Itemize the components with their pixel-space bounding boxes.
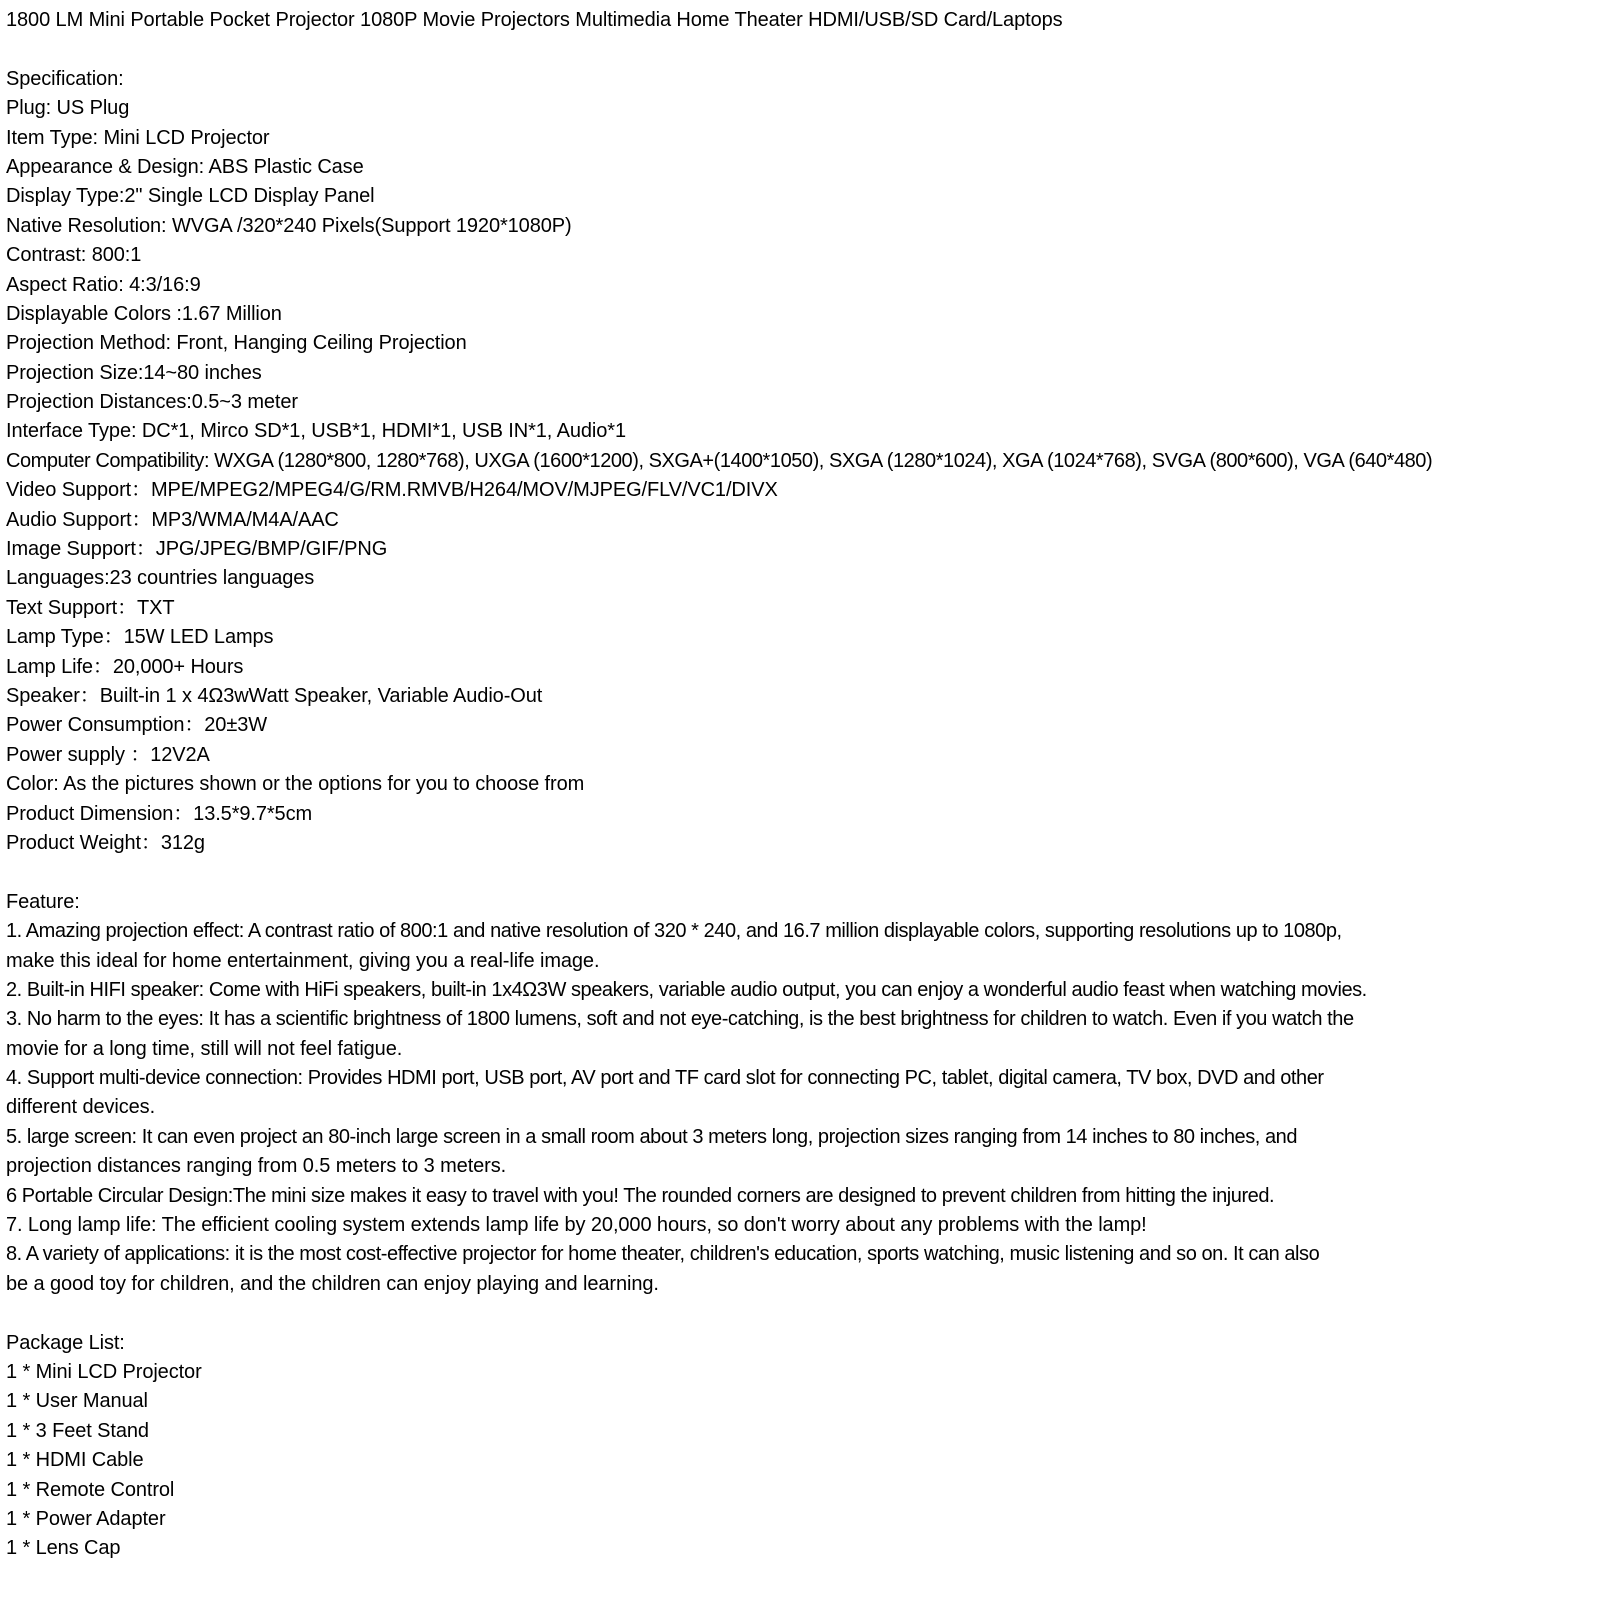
feature-line: projection distances ranging from 0.5 meters to 3 meters. xyxy=(6,1155,507,1178)
spec-item: Contrast: 800:1 xyxy=(6,244,142,267)
spec-item: Appearance & Design: ABS Plastic Case xyxy=(6,155,364,178)
spec-item: Projection Method: Front, Hanging Ceiling Projection xyxy=(6,332,467,355)
package-item: 1 * Mini LCD Projector xyxy=(6,1360,202,1383)
spec-item: Display Type:2" Single LCD Display Panel xyxy=(6,185,375,208)
spec-item: Speaker：Built-in 1 x 4Ω3wWatt Speaker, Variable Audio-Out xyxy=(6,684,543,707)
spec-item: Plug: US Plug xyxy=(6,97,130,120)
spec-item: Product Weight：312g xyxy=(6,831,205,854)
product-title: 1800 LM Mini Portable Pocket Projector 1080P Movie Projectors Multimedia Home Theater HDMI/USB/SD Card/Laptops xyxy=(6,9,1063,31)
spec-item: Displayable Colors :1.67 Million xyxy=(6,302,282,325)
spec-item: Projection Distances:0.5~3 meter xyxy=(6,391,298,414)
spec-item: Product Dimension：13.5*9.7*5cm xyxy=(6,802,313,825)
specification-heading: Specification: xyxy=(6,67,124,90)
feature-line: 1. Amazing projection effect: A contrast ratio of 800:1 and native resolution of 320 * 240, and 16.7 million displayable colors, supporting resolutions up to 1080p, xyxy=(6,920,1342,943)
feature-line: make this ideal for home entertainment, giving you a real-life image. xyxy=(6,949,600,972)
spec-item: Text Support：TXT xyxy=(6,596,175,619)
spec-item: Video Support：MPE/MPEG2/MPEG4/G/RM.RMVB/H264/MOV/MJPEG/FLV/VC1/DIVX xyxy=(6,479,778,502)
spec-item: Lamp Type：15W LED Lamps xyxy=(6,626,274,649)
spec-item: Image Support：JPG/JPEG/BMP/GIF/PNG xyxy=(6,538,388,561)
feature-line: 4. Support multi-device connection: Provides HDMI port, USB port, AV port and TF card slot for connecting PC, tablet, digital camera, TV box, DVD and other xyxy=(6,1067,1324,1090)
package-item: 1 * Remote Control xyxy=(6,1478,175,1501)
package-item: 1 * Power Adapter xyxy=(6,1507,166,1530)
package-item: 1 * Lens Cap xyxy=(6,1537,121,1560)
spec-item: Native Resolution: WVGA /320*240 Pixels(Support 1920*1080P) xyxy=(6,214,572,237)
package-item: 1 * User Manual xyxy=(6,1390,148,1413)
spec-item: Projection Size:14~80 inches xyxy=(6,361,262,384)
spacer xyxy=(6,35,1596,64)
spacer xyxy=(6,858,1596,887)
feature-line: 7. Long lamp life: The efficient cooling system extends lamp life by 20,000 hours, so don't worry about any problems with the lamp! xyxy=(6,1214,1147,1237)
spacer xyxy=(6,1299,1596,1328)
spec-item: Lamp Life：20,000+ Hours xyxy=(6,655,244,678)
feature-line: 8. A variety of applications: it is the most cost-effective projector for home theater, children's education, sports watching, music listening and so on. It can also xyxy=(6,1243,1320,1266)
spec-item: Languages:23 countries languages xyxy=(6,567,315,590)
package-item: 1 * 3 Feet Stand xyxy=(6,1419,149,1442)
feature-line: 6 Portable Circular Design:The mini size makes it easy to travel with you! The rounded corners are designed to prevent children from hitting the injured. xyxy=(6,1184,1275,1207)
package-section xyxy=(6,1329,1596,1564)
spec-item: Item Type: Mini LCD Projector xyxy=(6,126,270,149)
package-item: 1 * HDMI Cable xyxy=(6,1449,144,1472)
feature-line: 5. large screen: It can even project an 80-inch large screen in a small room about 3 meters long, projection sizes ranging from 14 inches to 80 inches, and xyxy=(6,1125,1297,1148)
spec-item: Interface Type: DC*1, Mirco SD*1, USB*1, HDMI*1, USB IN*1, Audio*1 xyxy=(6,420,626,443)
feature-heading: Feature: xyxy=(6,890,80,913)
feature-section xyxy=(6,888,1596,1299)
specification-section xyxy=(6,65,1596,859)
feature-line: be a good toy for children, and the children can enjoy playing and learning. xyxy=(6,1272,659,1295)
spec-item: Aspect Ratio: 4:3/16:9 xyxy=(6,273,201,296)
spec-item: Computer Compatibility: WXGA (1280*800, 1280*768), UXGA (1600*1200), SXGA+(1400*1050), SXGA (1280*1024), XGA (1024*768), SVGA (800*600), VGA (640*480) xyxy=(6,449,1433,472)
feature-line: different devices. xyxy=(6,1096,156,1119)
feature-line: 2. Built-in HIFI speaker: Come with HiFi speakers, built-in 1x4Ω3W speakers, variable audio output, you can enjoy a wonderful audio feast when watching movies. xyxy=(6,978,1367,1001)
spec-item: Color: As the pictures shown or the options for you to choose from xyxy=(6,773,585,796)
package-heading: Package List: xyxy=(6,1331,125,1354)
spec-item: Audio Support：MP3/WMA/M4A/AAC xyxy=(6,508,339,531)
feature-line: 3. No harm to the eyes: It has a scientific brightness of 1800 lumens, soft and not eye-catching, is the best brightness for children to watch. Even if you watch the xyxy=(6,1008,1354,1031)
spec-item: Power supply ：12V2A xyxy=(6,743,210,766)
spec-item: Power Consumption：20±3W xyxy=(6,714,268,737)
feature-line: movie for a long time, still will not feel fatigue. xyxy=(6,1037,403,1060)
